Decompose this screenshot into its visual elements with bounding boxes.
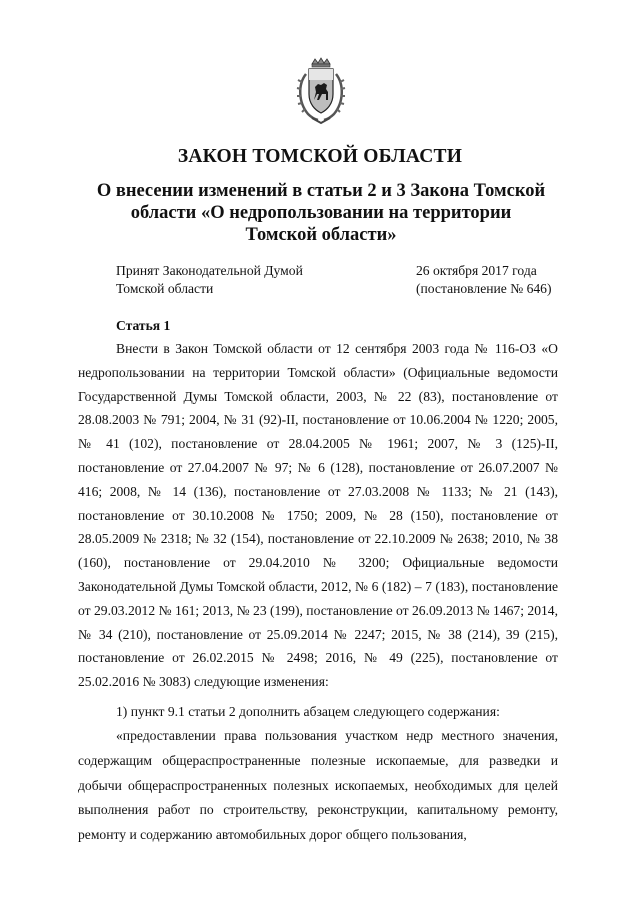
article-heading: Статья 1 (116, 318, 171, 333)
article-quote: «предоставлении права пользования участком недр местного значения, содержащим общераспространенные полезные ископаемые, для разведки и добычи общераспространенных полезных ископаемых, необходимых для целей выполнения работ по строительству, реконструкции, капитальному ремонту, ремонту и содержанию автомобильных дорог общего пользования, (78, 728, 558, 843)
adoption-date-line1: 26 октября 2017 года (416, 263, 537, 278)
adoption-authority-line1: Принят Законодательной Думой (116, 263, 303, 278)
adoption-date (416, 262, 616, 298)
article-paragraph: Внести в Закон Томской области от 12 сентября 2003 года № 116-ОЗ «О недропользовании на территории Томской области» (Официальные ведомости Государственной Думы Томской области, 2003, № 22 (83), постановление от 28.08.2003 № 791; 2004, № 31 (92)-II, постановление от 10.06.2004 № 1220; 2005, № 41 (102), постановление от 28.04.2005 № 1961; 2007, № 3 (125)-II, постановление от 27.04.2007 № 97; № 6 (128), постановление от 26.07.2007 № 416; 2008, № 14 (136), постановление от 27.03.2008 № 1133; № 21 (143), постановление от 30.10.2008 № 1750; 2009, № 28 (150), постановление от 28.05.2009 № 2318; № 32 (154), постановление от 22.10.2009 № 2638; 2010, № 38 (160), постановление от 29.04.2010 № 3200; Официальные ведомости Законодательной Думы Томской области, 2012, № 6 (182) – 7 (183), постановление от 29.03.2012 № 161; 2013, № 23 (199), постановление от 26.09.2013 № 1467; 2014, № 34 (210), постановление от 25.09.2014 № 2247; 2015, № 38 (214), 39 (215), постановление от 26.02.2015 № 2498; 2016, № 49 (225), постановление от 25.02.2016 № 3083) следующие изменения: (78, 341, 558, 690)
article-item: 1) пункт 9.1 статьи 2 дополнить абзацем следующего содержания: (116, 704, 500, 719)
adoption-authority-line2: Томской области (116, 281, 214, 296)
tomsk-region-coat-of-arms-icon (292, 56, 350, 126)
adoption-resolution-line: (постановление № 646) (416, 281, 552, 296)
law-title: ЗАКОН ТОМСКОЙ ОБЛАСТИ (177, 146, 463, 167)
law-subtitle: О внесении изменений в статьи 2 и 3 Закона Томской области «О недропользовании на территории Томской области» (96, 181, 546, 245)
adoption-authority (116, 262, 356, 298)
